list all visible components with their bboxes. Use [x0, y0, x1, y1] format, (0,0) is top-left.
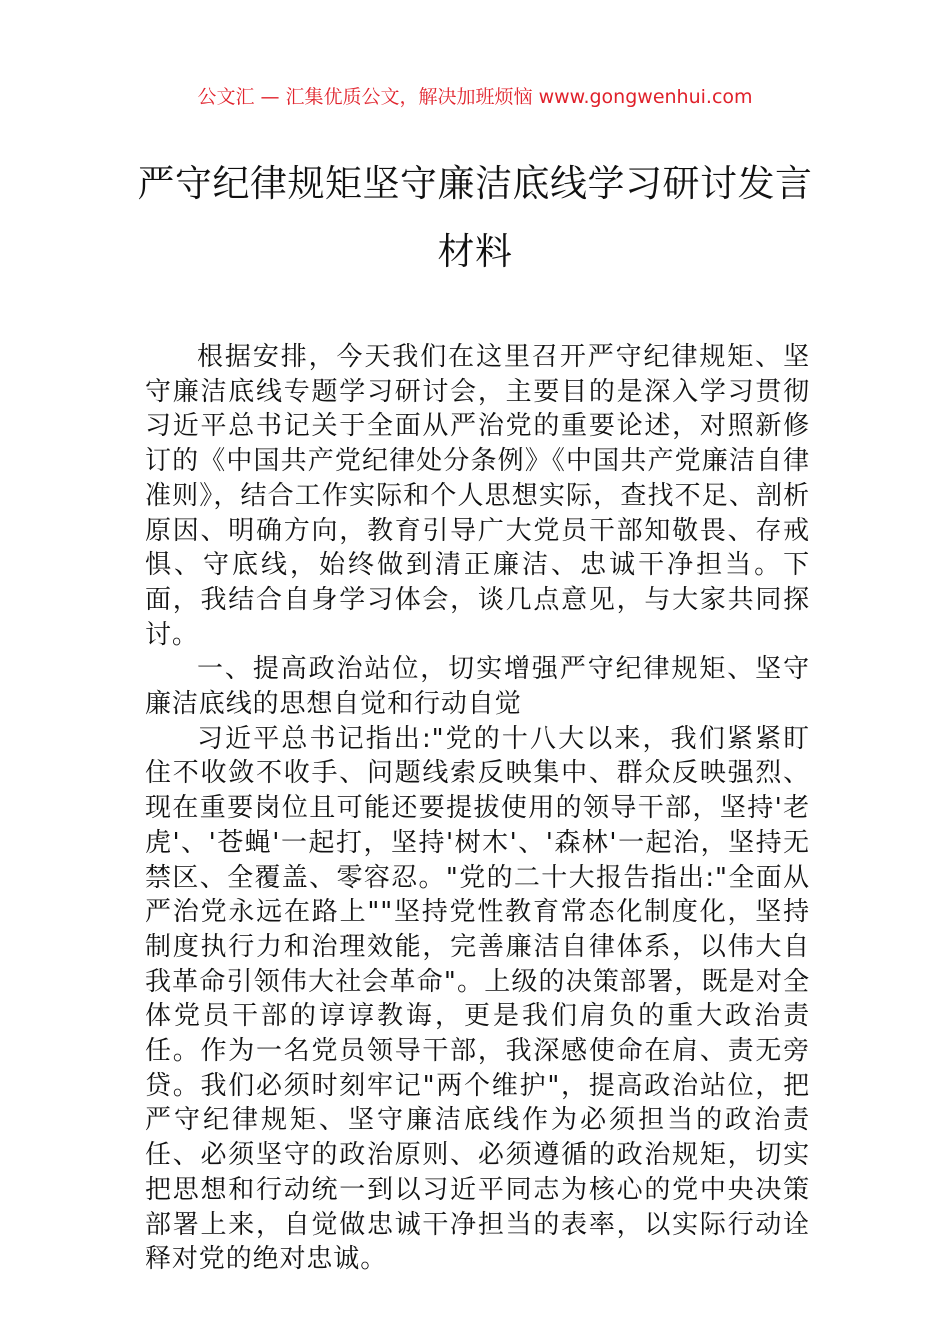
document-title-line-2: 材料 [437, 230, 513, 273]
section-heading-1: 一、提高政治站位，切实增强严守纪律规矩、坚守廉洁底线的思想自觉和行动自觉 [145, 654, 810, 720]
paragraph-section-1: 习近平总书记指出:"党的十八大以来，我们紧紧盯住不收敛不收手、问题线索反映集中、群众反映强烈、现在重要岗位且可能还要提拔使用的领导干部，坚持'老虎'、'苍蝇'一起打，坚持'树木'、'森林'一起治，坚持无禁区、全覆盖、零容忍。"党的二十大报告指出:"全面从严治党永远在路上""坚持党性教育常态化制度化，坚持制度执行力和治理效能，完善廉洁自律体系，以伟大自我革命引领伟大社会革命"。上级的决策部署，既是对全体党员干部的谆谆教诲，更是我们肩负的重大政治责任。作为一名党员领导干部，我深感使命在肩、责无旁贷。我们必须时刻牢记"两个维护"，提高政治站位，把严守纪律规矩、坚守廉洁底线作为必须担当的政治责任、必须坚守的政治原则、必须遵循的政治规矩，切实把思想和行动统一到以习近平同志为核心的党中央决策部署上来，自觉做忠诚干净担当的表率，以实际行动诠释对党的绝对忠诚。 [145, 723, 810, 1275]
document-body [145, 340, 810, 1277]
document-title-line-1: 严守纪律规矩坚守廉洁底线学习研讨发言 [137, 162, 813, 205]
paragraph-intro: 根据安排，今天我们在这里召开严守纪律规矩、坚守廉洁底线专题学习研讨会，主要目的是深入学习贯彻习近平总书记关于全面从严治党的重要论述，对照新修订的《中国共产党纪律处分条例》《中国共产党廉洁自律准则》，结合工作实际和个人思想实际，查找不足、剖析原因、明确方向，教育引导广大党员干部知敬畏、存戒惧、守底线，始终做到清正廉洁、忠诚干净担当。下面，我结合自身学习体会，谈几点意见，与大家共同探讨。 [145, 342, 810, 650]
document-title [100, 150, 850, 286]
header-banner: 公文汇 — 汇集优质公文，解决加班烦恼 www.gongwenhui.com [197, 86, 753, 108]
